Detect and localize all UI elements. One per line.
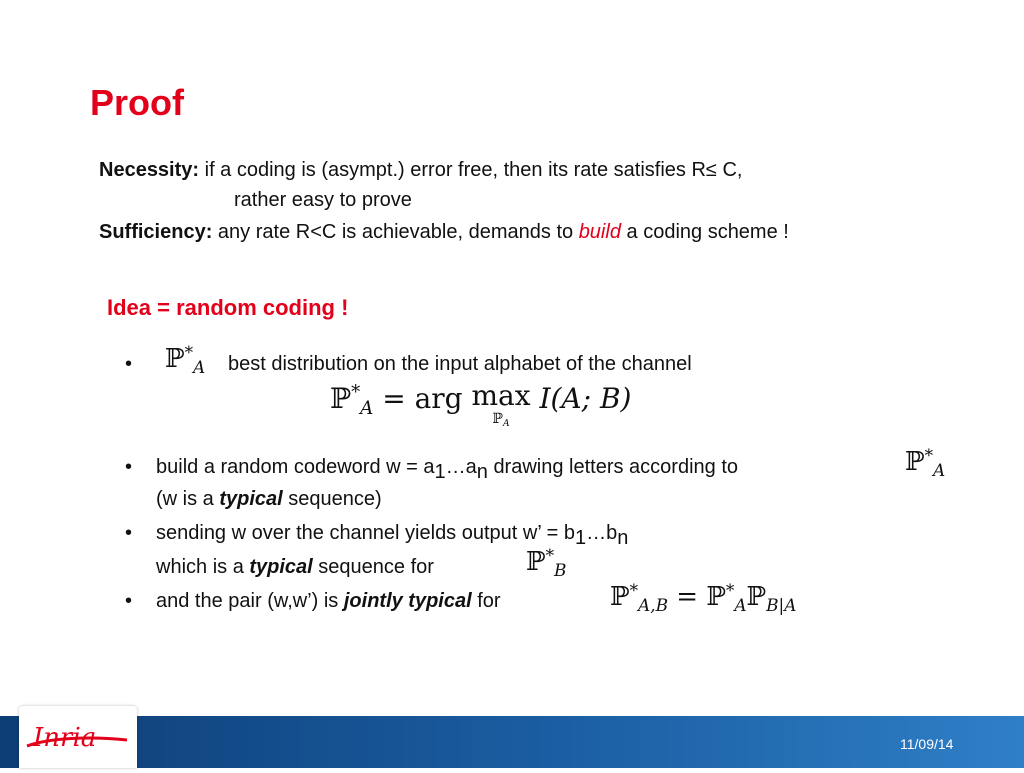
bullet-dot: • [125,456,133,478]
math-pa-star-2: ℙ*$_A$ [905,444,946,480]
bullet-1-text: best distribution on the input alphabet of the channel [228,353,692,375]
bullet-2-text: build a random codeword w = a1…an drawing letters according to [156,456,739,483]
inria-logo-icon [19,706,137,768]
typical-emph: typical [219,488,283,510]
sufficiency-text-end: a coding scheme ! [626,221,789,243]
bullet-dot: • [125,590,133,612]
formula-rhs: I(A; B) [539,382,632,415]
bullet-3-text: sending w over the channel yields output w’ = b1…bn [156,522,629,549]
bullet-3-line2: which is a typical sequence for [156,556,434,578]
bullet-4-text: and the pair (w,w’) is jointly typical for [156,590,501,612]
footer-bar [0,716,1024,768]
necessity-line [99,158,742,182]
bullet-dot: • [125,522,133,544]
bullet-2-line2: (w is a typical sequence) [156,488,382,510]
sufficiency-text: any rate R<C is achievable, demands to [217,221,574,243]
sufficiency-label: Sufficiency: [99,221,213,243]
slide-title: Proof [90,82,184,123]
bullet-dot: • [125,353,133,375]
necessity-label: Necessity: [99,159,200,181]
necessity-text: if a coding is (asympt.) error free, then its rate satisfies R≤ C, [204,159,743,181]
argmax-formula: ℙ*$_A$ = arg max ℙ$_A$ I(A; B) [330,379,632,430]
typical-emph: typical [249,556,313,578]
inria-logo [19,706,137,768]
math-pb-star: ℙ*$_B$ [526,544,567,580]
sufficiency-emph: build [578,221,621,243]
necessity-line2: rather easy to prove [234,189,412,211]
svg-text:Inria: Inria [33,723,97,753]
math-pa-star-1: ℙ*$_A$ [165,341,206,377]
idea-heading: Idea = random coding ! [107,295,349,320]
sufficiency-line [99,220,789,244]
formula-eq: = arg [382,382,463,415]
slide-date: 11/09/14 [900,736,954,752]
formula-max: max ℙ$_A$ [471,379,531,430]
joint-distribution-formula: ℙ*$_{A,B}$ = ℙ*$_A$ℙ$_{B|A}$ [610,579,797,615]
jointly-typical-emph: jointly typical [343,590,472,612]
